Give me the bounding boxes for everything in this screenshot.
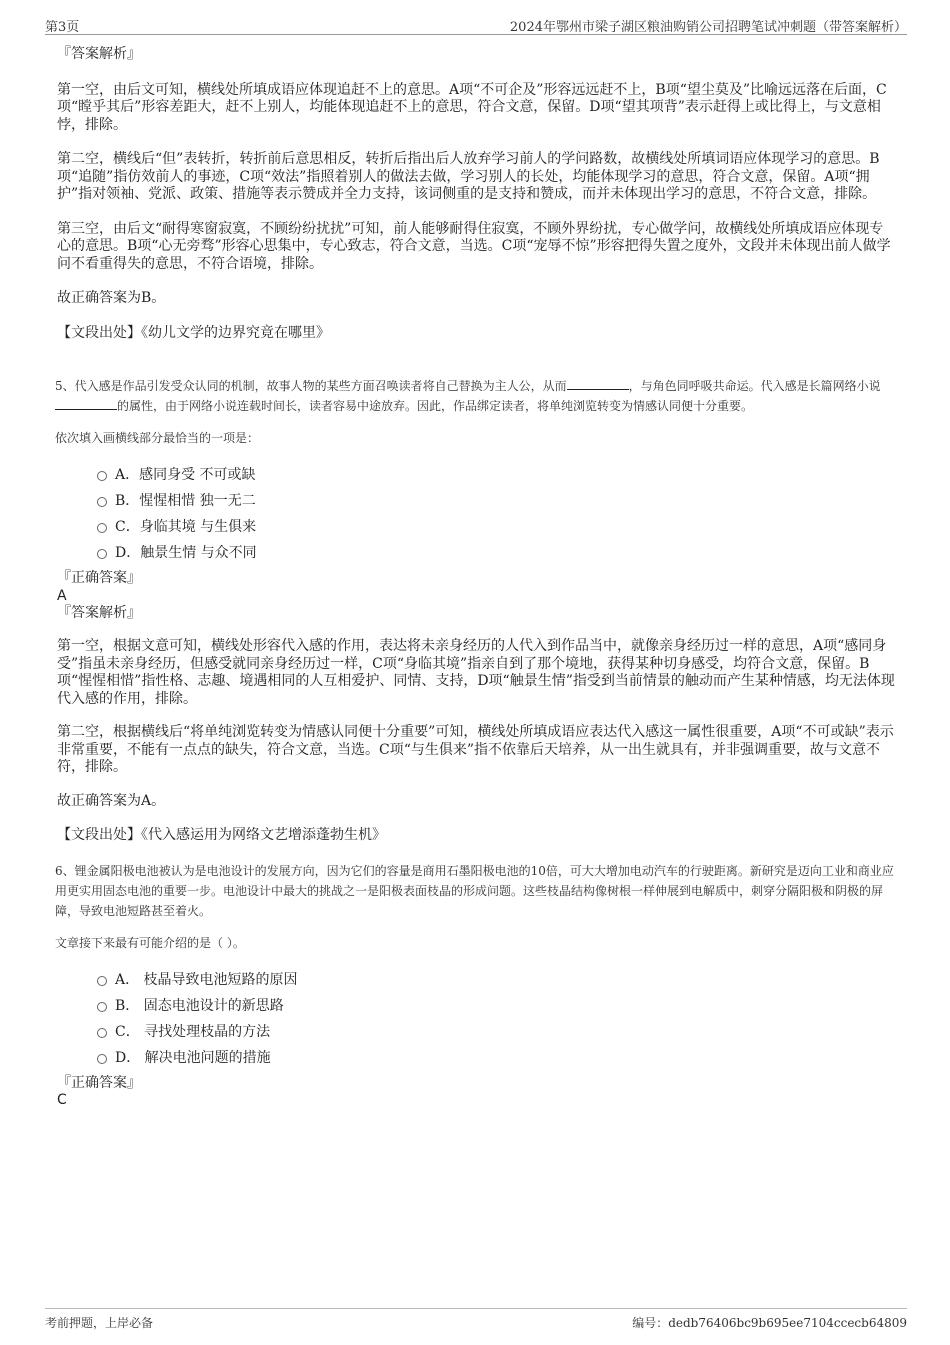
- correct-answer: C: [57, 1092, 67, 1108]
- radio-icon[interactable]: [97, 976, 107, 986]
- question-prompt: 文章接下来最有可能介绍的是（ ）。: [55, 935, 245, 950]
- analysis-paragraph: 第一空，由后文可知，横线处所填成语应体现追赶不上的意思。A项“不可企及”形容远远赶不上，B项“望尘莫及”比喻远远落在后面，C项“瞠乎其后”形容差距大，赶不上别人，均能体现追赶不上的意思，符合文意，保留。D项“望其项背”表示赶得上或比得上，与文意相悖，排除。: [57, 81, 887, 133]
- source: 【文段出处】《代入感运用为网络文艺增添蓬勃生机》: [57, 827, 386, 843]
- analysis-label: 『答案解析』: [57, 46, 141, 62]
- correct-answer-label: 『正确答案』: [57, 570, 141, 586]
- option-c[interactable]: C． 寻找处理枝晶的方法: [57, 1019, 897, 1045]
- option-c[interactable]: C．身临其境 与生俱来: [57, 514, 897, 540]
- analysis-label: 『答案解析』: [57, 604, 141, 621]
- question-prompt: 依次填入画横线部分最恰当的一项是：: [55, 431, 260, 445]
- radio-icon[interactable]: [97, 523, 107, 533]
- radio-icon[interactable]: [97, 549, 107, 559]
- radio-icon[interactable]: [97, 1002, 107, 1012]
- conclusion: 故正确答案为B。: [57, 290, 166, 306]
- analysis-paragraph: 第三空，由后文“耐得寒窗寂寞，不顾纷纷扰扰”可知，前人能够耐得住寂寞，不顾外界纷扰，专心做学问，故横线处所填成语应体现专心的意思。B项“心无旁骛”形容心思集中，专心致志，符合文意，当选。C项“宠辱不惊”形容把得失置之度外，文段并未体现出前人做学问不看重得失的意思，不符合语境，排除。: [57, 220, 891, 272]
- option-b[interactable]: B． 固态电池设计的新思路: [57, 993, 897, 1019]
- analysis-paragraph: 第二空，横线后“但”表转折，转折前后意思相反，转折后指出后人放弃学习前人的学问路数，故横线处所填词语应体现学习的意思。B项“追随”指仿效前人的事迹，C项“效法”指照着别人的做法去做，学习别人的长处，均能体现学习的意思，符合文意，保留。A项“拥护”指对领袖、党派、政策、措施等表示赞成并全力支持，该词侧重的是支持和赞成，而并未体现出学习的意思，不符合文意，排除。: [57, 151, 880, 202]
- radio-icon[interactable]: [97, 1028, 107, 1038]
- document-id: 编号：dedb76406bc9b695ee7104ccecb64809: [632, 1316, 907, 1330]
- document-title: 2024年鄂州市梁子湖区粮油购销公司招聘笔试冲刺题（带答案解析）: [509, 20, 907, 35]
- radio-icon[interactable]: [97, 471, 107, 481]
- analysis-paragraph: 第一空，根据文意可知，横线处形容代入感的作用，表达将未亲身经历的人代入到作品当中，就像亲身经历过一样的意思，A项“感同身受”指虽未亲身经历，但感受就同亲身经历过一样，C项“身临其境”指亲自到了那个境地，获得某种切身感受，均符合文意，保留。B项“惺惺相惜”指性格、志趣、境遇相同的人互相爱护、同情、支持，D项“触景生情”指受到当前情景的触动而产生某种情感，均无法体现代入感的作用，排除。: [57, 638, 895, 707]
- radio-icon[interactable]: [97, 497, 107, 507]
- correct-answer-label: 『正确答案』: [57, 1074, 141, 1091]
- radio-icon[interactable]: [97, 1054, 107, 1064]
- option-a[interactable]: A．感同身受 不可或缺: [57, 462, 897, 488]
- option-a[interactable]: A． 枝晶导致电池短路的原因: [57, 967, 897, 993]
- correct-answer: A: [57, 587, 67, 604]
- option-d[interactable]: D．触景生情 与众不同: [57, 540, 897, 566]
- question-stem: 6、锂金属阳极电池被认为是电池设计的发展方向，因为它们的容量是商用石墨阳极电池的10倍，可大大增加电动汽车的行驶距离。新研究是迈向工业和商业应用更实用固态电池的重要一步。电池设计中最大的挑战之一是阳极表面枝晶的形成问题。这些枝晶结构像树根一样伸展到电解质中，刺穿分隔阳极和阴极的屏障，导致电池短路甚至着火。: [55, 863, 894, 918]
- option-d[interactable]: D． 解决电池问题的措施: [57, 1045, 897, 1071]
- page-number: 第3页: [45, 20, 80, 35]
- page-footer: [45, 1308, 907, 1330]
- option-b[interactable]: B．惺惺相惜 独一无二: [57, 488, 897, 514]
- analysis-paragraph: 第二空，根据横线后“将单纯浏览转变为情感认同便十分重要”可知，横线处所填成语应表达代入感这一属性很重要，A项“不可或缺”表示非常重要，不能有一点点的缺失，符合文意，当选。C项“与生俱来”指不依靠后天培养，从一出生就具有，并非强调重要，故与文意不符，排除。: [57, 724, 894, 775]
- footer-slogan: 考前押题，上岸必备: [45, 1316, 154, 1330]
- page-header: [45, 14, 907, 35]
- blank-1: [567, 378, 629, 390]
- question-stem: 5、代入感是作品引发受众认同的机制，故事人物的某些方面召唤读者将自己替换为主人公，从而 ，与角色同呼吸共命运。代入感是长篇网络小说的属性，由于网络小说连载时间长，读者容易中途放弃。因此，作品绑定读者，将单纯浏览转变为情感认同便十分重要。: [55, 379, 881, 413]
- blank-2: [55, 398, 117, 410]
- conclusion: 故正确答案为A。: [57, 792, 166, 809]
- page-content: [57, 46, 897, 1109]
- source: 【文段出处】《幼儿文学的边界究竟在哪里》: [57, 324, 330, 341]
